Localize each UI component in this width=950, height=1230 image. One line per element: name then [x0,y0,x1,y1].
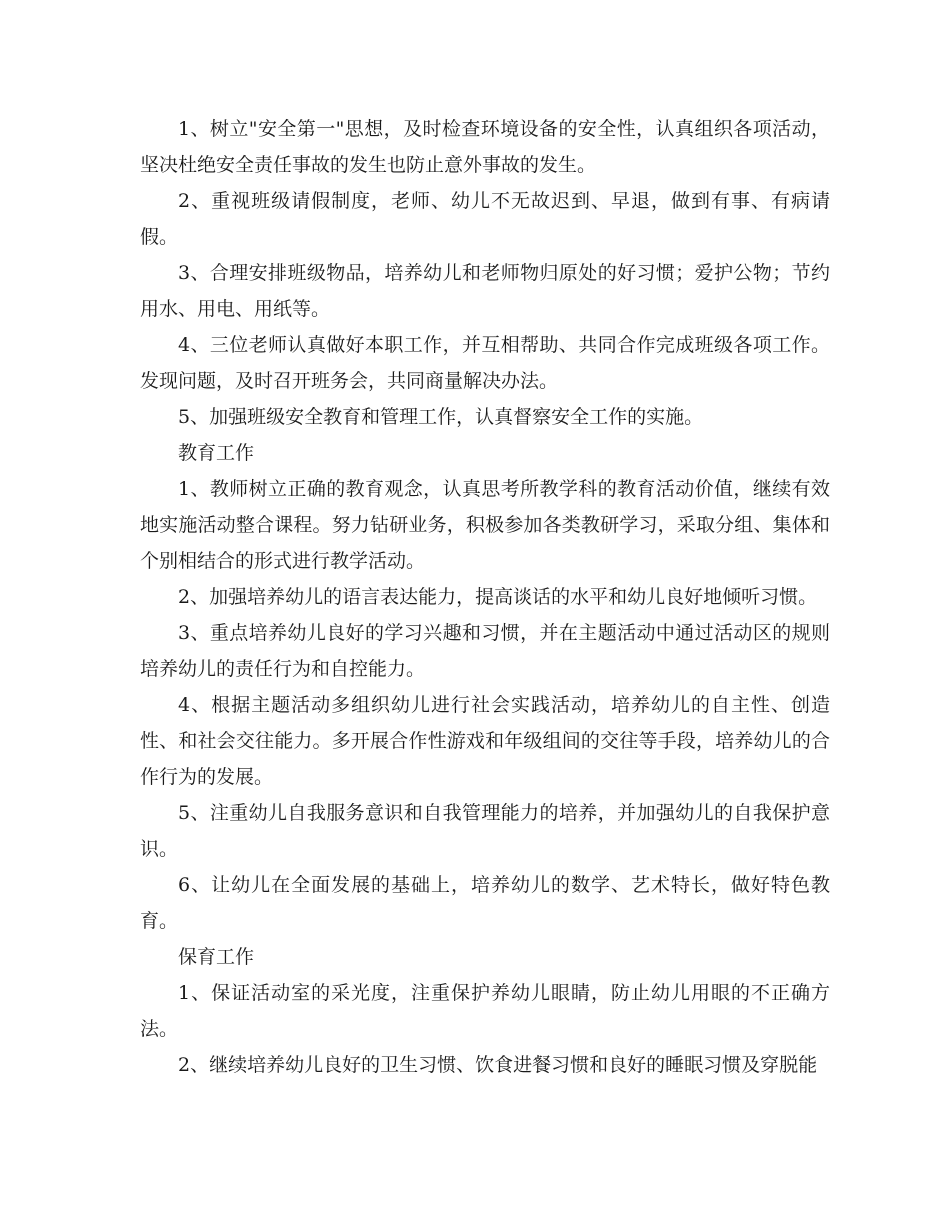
section-heading-education: 教育工作 [178,442,255,464]
education-item-5: 5、注重幼儿自我服务意识和自我管理能力的培养，并加强幼儿的自我保护意识。 [140,802,830,860]
education-item-6: 6、让幼儿在全面发展的基础上，培养幼儿的数学、艺术特长，做好特色教育。 [140,874,830,932]
safety-item-5: 5、加强班级安全教育和管理工作，认真督察安全工作的实施。 [178,406,704,428]
safety-item-3: 3、合理安排班级物品，培养幼儿和老师物归原处的好习惯；爱护公物；节约用水、用电、用纸等。 [140,262,830,320]
safety-item-2: 2、重视班级请假制度，老师、幼儿不无故迟到、早退，做到有事、有病请假。 [140,190,830,248]
section-heading-care: 保育工作 [178,946,255,968]
safety-item-4: 4、三位老师认真做好本职工作，并互相帮助、共同合作完成班级各项工作。发现问题，及时召开班务会，共同商量解决办法。 [140,334,830,392]
document-page [140,111,830,1083]
safety-item-1: 1、树立"安全第一"思想，及时检查环境设备的安全性，认真组织各项活动，坚决杜绝安全责任事故的发生也防止意外事故的发生。 [140,118,830,176]
education-item-4: 4、根据主题活动多组织幼儿进行社会实践活动，培养幼儿的自主性、创造性、和社会交往能力。多开展合作性游戏和年级组间的交往等手段，培养幼儿的合作行为的发展。 [140,694,830,788]
care-item-2: 2、继续培养幼儿良好的卫生习惯、饮食进餐习惯和良好的睡眠习惯及穿脱能 [178,1054,818,1076]
care-item-1: 1、保证活动室的采光度，注重保护养幼儿眼睛，防止幼儿用眼的不正确方法。 [140,982,830,1040]
education-item-1: 1、教师树立正确的教育观念，认真思考所教学科的教育活动价值，继续有效地实施活动整合课程。努力钻研业务，积极参加各类教研学习，采取分组、集体和个别相结合的形式进行教学活动。 [140,478,830,572]
education-item-2: 2、加强培养幼儿的语言表达能力，提高谈话的水平和幼儿良好地倾听习惯。 [178,586,818,608]
education-item-3: 3、重点培养幼儿良好的学习兴趣和习惯，并在主题活动中通过活动区的规则培养幼儿的责任行为和自控能力。 [140,622,830,680]
